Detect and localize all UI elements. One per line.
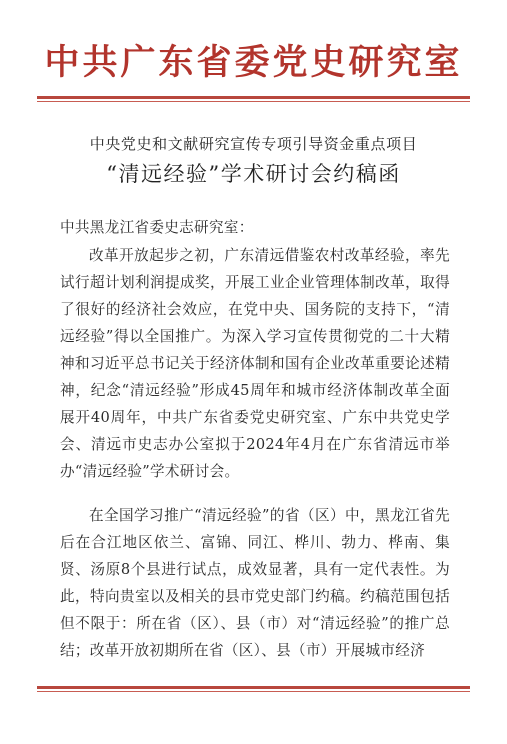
footer-divider xyxy=(37,686,470,692)
paragraph-2: 在全国学习推广“清远经验”的省（区）中，黑龙江省先后在合江地区依兰、富锦、同江、桦川、勃力、桦南、集贤、汤原8个县进行试点，成效显著，具有一定代表性。为此，特向贵室以及相关的县市党史部门约稿。约稿范围包括但不限于：所在省（区）、县（市）对“清远经验”的推广总结；改革开放初期所在省（区）、县（市）开展城市经济 xyxy=(60,507,450,659)
organization-header: 中共广东省委党史研究室 xyxy=(44,42,463,83)
header-divider-thick xyxy=(37,96,470,99)
footer-divider-thin xyxy=(37,691,470,692)
paragraph-1: 改革开放起步之初，广东清远借鉴农村改革经验，率先试行超计划利润提成奖，开展工业企业管理体制改革，取得了很好的经济社会效应，在党中央、国务院的支持下，“清远经验”得以全国推广。为深入学习宣传贯彻党的二十大精神和习近平总书记关于经济体制和国有企业改革重要论述精神，纪念“清远经验”形成45周年和城市经济体制改革全面展开40周年，中共广东省委党史研究室、广东中共党史学会、清远市史志办公室拟于2024年4月在广东省清远市举办“清远经验”学术研讨会。 xyxy=(60,247,450,480)
document-title: “清远经验”学术研讨会约稿函 xyxy=(106,162,401,186)
letter-body xyxy=(60,214,460,680)
project-subtitle: 中央党史和文献研究宣传专项引导资金重点项目 xyxy=(89,135,418,153)
salutation: 中共黑龙江省委史志研究室： xyxy=(60,219,254,236)
footer-divider-thick xyxy=(37,686,470,689)
header-divider-thin xyxy=(37,101,470,102)
header-divider xyxy=(37,96,470,102)
